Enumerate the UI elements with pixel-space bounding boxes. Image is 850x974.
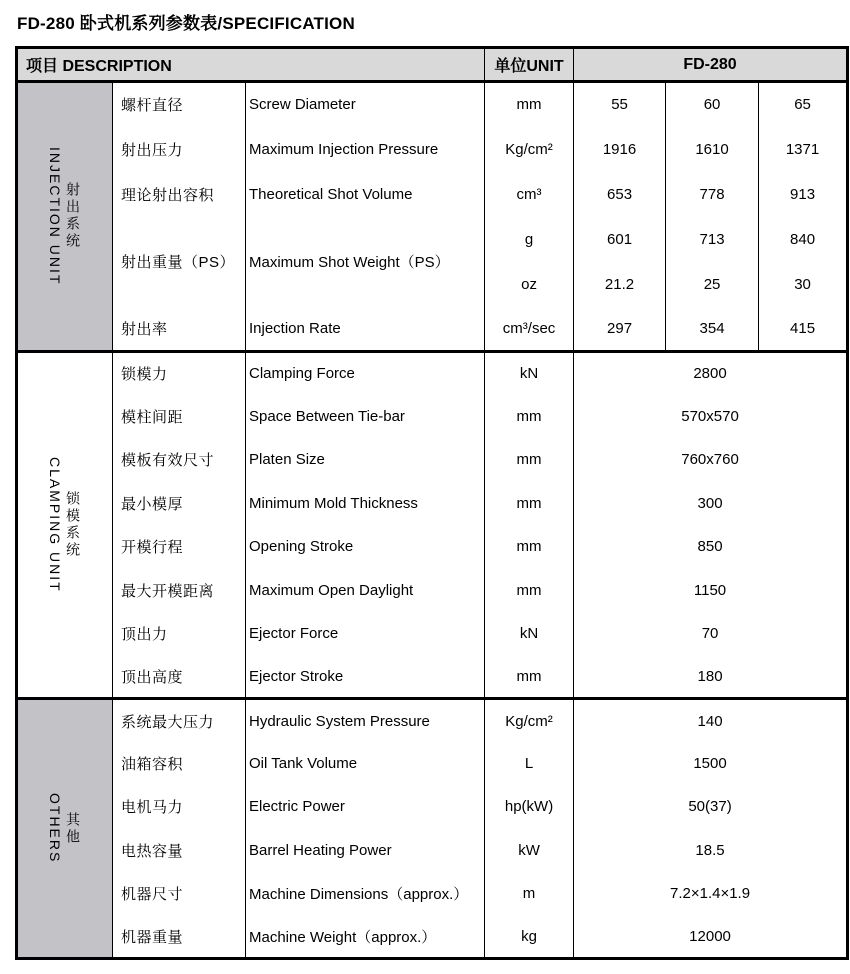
param-name-en: Maximum Injection Pressure	[246, 127, 485, 172]
param-name-en: Minimum Mold Thickness	[246, 482, 485, 525]
param-value: 760x760	[681, 451, 739, 469]
param-value: 180	[697, 667, 723, 685]
param-name-zh: 机器尺寸	[113, 872, 246, 915]
param-unit: g	[485, 217, 574, 262]
spec-row	[17, 482, 848, 525]
spec-row	[17, 82, 848, 127]
param-name-en: Screw Diameter	[246, 82, 485, 127]
vertical-label	[18, 457, 112, 593]
param-name-zh: 油箱容积	[113, 742, 246, 785]
spec-row	[17, 307, 848, 352]
param-value: 1610	[666, 127, 759, 172]
param-name-en: Maximum Open Daylight	[246, 568, 485, 611]
param-name-en: Clamping Force	[246, 352, 485, 395]
spec-row	[17, 699, 848, 742]
header-unit: 单位UNIT	[485, 48, 574, 82]
param-unit: kg	[485, 915, 574, 958]
section-injection-unit	[17, 82, 848, 352]
section-label-zh: 射出系统	[65, 182, 81, 251]
param-name-zh: 射出压力	[113, 127, 246, 172]
section-label-zh: 其他	[65, 811, 81, 846]
param-unit: cm³	[485, 172, 574, 217]
section-label-en: INJECTION UNIT	[47, 147, 63, 286]
header-model: FD-280	[574, 48, 848, 82]
table-header	[17, 48, 848, 82]
param-name-en: Injection Rate	[246, 307, 485, 352]
param-name-zh: 射出率	[113, 307, 246, 352]
param-unit: oz	[485, 262, 574, 307]
param-name-en: Maximum Shot Weight（PS）	[246, 217, 485, 307]
param-name-zh: 模板有效尺寸	[113, 438, 246, 481]
section-label-injection	[17, 82, 113, 352]
param-name-zh: 机器重量	[113, 915, 246, 958]
param-name-zh: 模柱间距	[113, 395, 246, 438]
param-value: 570x570	[681, 408, 739, 426]
param-value: 713	[666, 217, 759, 262]
spec-row	[17, 742, 848, 785]
param-value: 50(37)	[688, 798, 732, 816]
param-value: 2800	[693, 365, 727, 383]
param-value: 1500	[693, 755, 727, 773]
param-value: 354	[666, 307, 759, 352]
spec-row	[17, 127, 848, 172]
header-row	[17, 48, 848, 82]
param-name-en: Ejector Stroke	[246, 655, 485, 698]
param-unit: mm	[485, 438, 574, 481]
section-label-en: CLAMPING UNIT	[47, 457, 63, 593]
param-unit: kN	[485, 612, 574, 655]
param-name-zh: 最大开模距离	[113, 568, 246, 611]
param-name-en: Hydraulic System Pressure	[246, 699, 485, 742]
param-unit: Kg/cm²	[485, 699, 574, 742]
param-name-en: Ejector Force	[246, 612, 485, 655]
param-value: 850	[697, 538, 723, 556]
param-value: 1371	[759, 127, 848, 172]
param-value: 25	[666, 262, 759, 307]
param-name-zh: 系统最大压力	[113, 699, 246, 742]
param-name-en: Machine Dimensions（approx.）	[246, 872, 485, 915]
param-unit: cm³/sec	[485, 307, 574, 352]
param-name-zh: 开模行程	[113, 525, 246, 568]
param-value: 30	[759, 262, 848, 307]
param-unit: L	[485, 742, 574, 785]
param-value: 60	[666, 82, 759, 127]
spec-row	[17, 525, 848, 568]
param-name-zh: 锁模力	[113, 352, 246, 395]
param-value: 415	[759, 307, 848, 352]
param-name-zh: 电机马力	[113, 785, 246, 828]
param-name-zh: 理论射出容积	[113, 172, 246, 217]
param-value: 12000	[689, 927, 731, 945]
spec-row	[17, 217, 848, 262]
param-unit: mm	[485, 655, 574, 698]
param-value: 70	[701, 625, 719, 643]
param-value: 840	[759, 217, 848, 262]
spec-row	[17, 655, 848, 698]
param-value: 18.5	[695, 841, 725, 859]
section-clamping-unit	[17, 352, 848, 699]
spec-row	[17, 395, 848, 438]
param-name-en: Space Between Tie-bar	[246, 395, 485, 438]
spec-row	[17, 612, 848, 655]
section-label-en: OTHERS	[47, 793, 63, 864]
param-name-zh: 顶出高度	[113, 655, 246, 698]
param-unit: kN	[485, 352, 574, 395]
section-label-clamping	[17, 352, 113, 699]
param-value: 1150	[693, 581, 727, 599]
param-name-zh: 顶出力	[113, 612, 246, 655]
param-value: 7.2×1.4×1.9	[669, 884, 751, 902]
param-value: 300	[697, 494, 723, 512]
param-name-zh: 最小模厚	[113, 482, 246, 525]
param-value: 778	[666, 172, 759, 217]
param-value: 1916	[574, 127, 666, 172]
param-value: 913	[759, 172, 848, 217]
param-name-zh: 电热容量	[113, 829, 246, 872]
param-name-en: Electric Power	[246, 785, 485, 828]
param-unit: hp(kW)	[485, 785, 574, 828]
param-unit: Kg/cm²	[485, 127, 574, 172]
param-value: 601	[574, 217, 666, 262]
spec-row	[17, 172, 848, 217]
section-label-zh: 锁模系统	[65, 491, 81, 560]
param-name-en: Opening Stroke	[246, 525, 485, 568]
param-unit: mm	[485, 82, 574, 127]
param-value: 140	[697, 712, 723, 730]
param-unit: mm	[485, 482, 574, 525]
param-name-en: Machine Weight（approx.）	[246, 915, 485, 958]
param-unit: kW	[485, 829, 574, 872]
param-name-en: Theoretical Shot Volume	[246, 172, 485, 217]
vertical-label	[18, 793, 112, 863]
param-value: 653	[574, 172, 666, 217]
page-title: FD-280 卧式机系列参数表/SPECIFICATION	[17, 14, 355, 33]
section-others	[17, 699, 848, 959]
param-name-en: Oil Tank Volume	[246, 742, 485, 785]
spec-row	[17, 785, 848, 828]
spec-row	[17, 438, 848, 481]
spec-row	[17, 352, 848, 395]
section-label-others	[17, 699, 113, 959]
spec-row	[17, 872, 848, 915]
spec-row	[17, 829, 848, 872]
param-value: 297	[574, 307, 666, 352]
param-unit: m	[485, 872, 574, 915]
spec-row	[17, 915, 848, 958]
spec-table	[15, 46, 849, 960]
param-unit: mm	[485, 395, 574, 438]
param-name-en: Barrel Heating Power	[246, 829, 485, 872]
param-value: 21.2	[574, 262, 666, 307]
param-unit: mm	[485, 568, 574, 611]
param-name-en: Platen Size	[246, 438, 485, 481]
vertical-label	[18, 147, 112, 285]
param-unit: mm	[485, 525, 574, 568]
param-value: 55	[574, 82, 666, 127]
param-name-zh: 射出重量（PS）	[113, 217, 246, 307]
param-name-zh: 螺杆直径	[113, 82, 246, 127]
header-description: 项目 DESCRIPTION	[17, 48, 485, 82]
spec-row	[17, 568, 848, 611]
param-value: 65	[759, 82, 848, 127]
